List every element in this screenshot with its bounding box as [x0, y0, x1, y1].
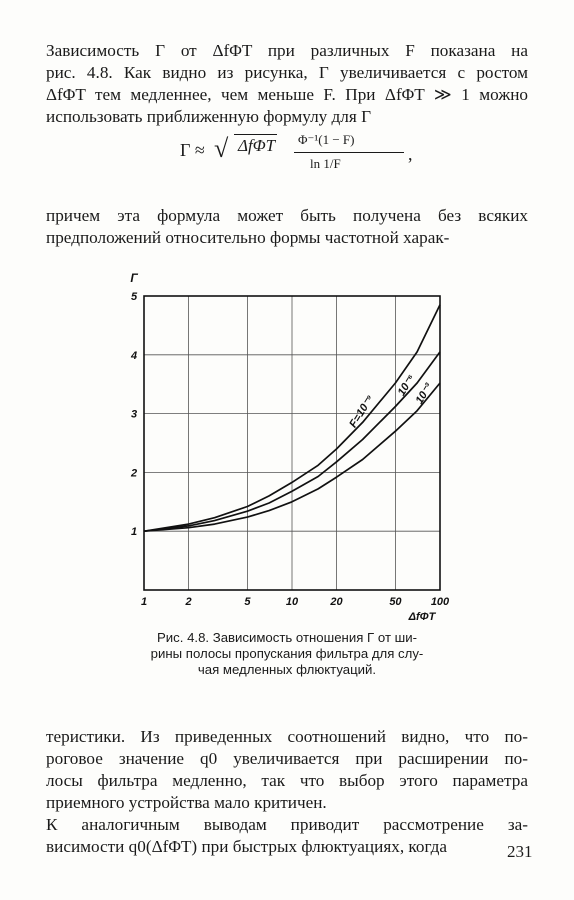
formula-comma: , — [408, 144, 413, 164]
y-tick-label: 2 — [130, 467, 138, 480]
formula-denominator: ln 1/F — [310, 156, 341, 171]
y-axis-label: Γ — [130, 271, 138, 285]
formula-lhs: Γ ≈ — [180, 140, 205, 160]
x-tick-label: 2 — [185, 596, 192, 608]
text-line: использовать приближенную формулу для Γ — [46, 107, 371, 126]
text-line: причем эта формула может быть получена без всяких — [46, 206, 528, 225]
y-tick-label: 5 — [130, 291, 138, 303]
y-tick-label: 4 — [130, 349, 138, 362]
y-tick-label: 1 — [130, 526, 138, 539]
text-line: предположений относительно формы частотной харак- — [46, 228, 450, 247]
sqrt-sign: √ — [214, 134, 229, 163]
text-line: лосы фильтра медленно, так что выбор этого параметра — [46, 771, 528, 790]
text-line: теристики. Из приведенных соотношений видно, что по- — [46, 727, 528, 746]
text-line: роговое значение q0 увеличивается при расширении по- — [46, 749, 528, 768]
text-line: висимости q0(ΔfΦT) при быстрых флюктуациях, когда — [46, 837, 448, 856]
caption-line: Рис. 4.8. Зависимость отношения Γ от ши- — [156, 630, 418, 645]
x-tick-label: 100 — [430, 596, 450, 608]
formula-numerator: Φ⁻¹(1 − F) — [298, 132, 355, 147]
grid — [144, 296, 440, 590]
series-label: 10⁻⁶ — [395, 372, 418, 399]
text-line: рис. 4.8. Как видно из рисунка, Γ увеличивается с ростом — [46, 63, 528, 82]
x-tick-label: 10 — [285, 596, 299, 608]
text-line: ΔfΦT тем медленнее, чем меньше F. При ΔfΦT ≫ 1 можно — [46, 85, 528, 104]
series-label: 10⁻³ — [413, 381, 436, 407]
caption-line: чая медленных флюктуаций. — [197, 662, 377, 677]
x-tick-label: 1 — [140, 596, 148, 608]
series-label: F=10⁻⁹ — [347, 393, 377, 430]
page-number: 231 — [507, 842, 533, 861]
y-tick-label: 3 — [130, 408, 138, 421]
formula-radicand: ΔfΦT — [234, 134, 277, 156]
x-tick-label: 5 — [244, 596, 251, 608]
text-line: приемного устройства мало критичен. — [46, 793, 327, 812]
x-tick-label: 20 — [330, 596, 343, 608]
caption-line: рины полосы пропускания фильтра для слу- — [150, 646, 424, 661]
x-tick-label: 50 — [389, 596, 402, 608]
text-line: Зависимость Γ от ΔfΦT при различных F показана на — [46, 41, 528, 60]
figure-caption — [120, 630, 454, 678]
x-axis-label: ΔfΦT — [408, 611, 436, 623]
text-line: К аналогичным выводам приводит рассмотрение за- — [46, 815, 528, 834]
paragraph-conclusion — [46, 726, 528, 858]
labels — [130, 271, 450, 623]
